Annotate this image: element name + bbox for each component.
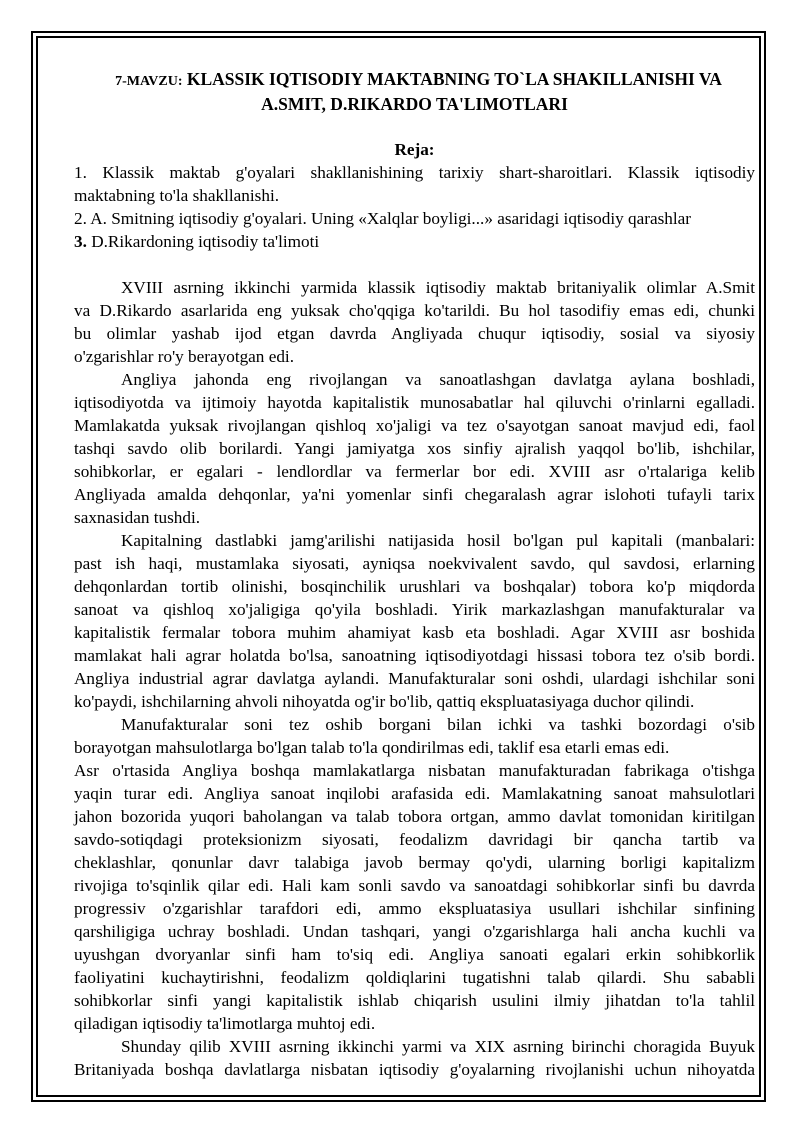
paragraph-line: yaqin turar edi. Angliya sanoat inqilobi arafasida edi. Mamlakatning sanoat mahsulotlari — [74, 784, 755, 803]
plan-item-1-line-2: maktabning to'la shakllanishi. — [74, 186, 280, 205]
paragraph — [74, 276, 755, 368]
paragraph-line: sohibkorlar sinfi yangi kapitalistik ishlab chiqarish usulini ilmiy jihatdan to'la tahlil — [74, 991, 755, 1010]
document-content — [74, 68, 755, 1081]
paragraph-line: Britaniyada boshqa davlatlarga nisbatan iqtisodiy g'oyalarning rivojlanishi uchun nihoyatda — [74, 1060, 755, 1079]
paragraph-line: Mamlakatda yuksak rivojlangan qishloq xo'jaligi va tez o'sayotgan sanoat mavjud edi, faol — [74, 416, 755, 435]
paragraph — [74, 368, 755, 529]
paragraph-line: sanoat va qishloq xo'jaligiga qo'yila boshladi. Yirik markazlashgan manufakturalar va — [74, 600, 755, 619]
paragraph-line: dehqonlardan tortib olinishi, bosqinchilik urushlari va boshqalar) tobora ko'p miqdorda — [74, 577, 755, 596]
paragraph-line: Asr o'rtasida Angliya boshqa mamlakatlarga nisbatan manufakturadan fabrikaga o'tishga — [74, 761, 755, 780]
paragraph-line: faoliyatini kuchaytirishni, feodalizm qoldiqlarini tugatishni talab qilardi. Shu sababli — [74, 968, 755, 987]
page-title — [74, 68, 755, 116]
plan-list — [74, 161, 755, 253]
paragraph-line: tashqi savdo olib borilardi. Yangi jamiyatga xos sinfiy ajralish yaqqol bo'lib, ishchilar, — [74, 439, 755, 458]
plan-item-3-text: D.Rikardoning iqtisodiy ta'limoti — [86, 232, 320, 251]
paragraph-line: past ish haqi, mustamlaka siyosati, ayniqsa noekvivalent savdo, qul savdosi, erlarning — [74, 554, 755, 573]
paragraph-line: rivojiga to'sqinlik qilar edi. Hali kam sonli savdo va sanoatdagi sohibkorlar sinfi bu davrda — [74, 876, 755, 895]
paragraph-line: Manufakturalar soni tez oshib borgani bilan ichki va tashki bozordagi o'sib — [121, 715, 755, 734]
plan-item-2: 2. A. Smitning iqtisodiy g'oyalari. Uning «Xalqlar boyligi...» asaridagi iqtisodiy qarashlar — [74, 209, 691, 228]
paragraph-line: borayotgan mahsulotlarga bo'lgan talab to'la qondirilmas edi, taklif esa etarli emas edi. — [74, 738, 670, 757]
paragraph-line: saxnasidan tushdi. — [74, 508, 201, 527]
plan-heading: Reja: — [394, 140, 435, 159]
paragraph — [74, 713, 755, 759]
paragraph-line: va D.Rikardo asarlarida eng yuksak cho'qqiga ko'tarildi. Bu hol tasodifiy emas edi, chunki — [74, 301, 755, 320]
paragraph — [74, 1035, 755, 1081]
paragraph-line: cheklashlar, qonunlar davr talabiga javob bermay qo'ydi, ularning borligi kapitalizm — [74, 853, 755, 872]
paragraph-line: Shunday qilib XVIII asrning ikkinchi yarmi va XIX asrning birinchi choragida Buyuk — [121, 1037, 755, 1056]
body-text — [74, 276, 755, 1081]
title-line-1: KLASSIK IQTISODIY MAKTABNING TO`LA SHAKILLANISHI VA — [186, 69, 722, 89]
plan-item-3 — [74, 230, 755, 253]
plan-item-3-number: 3. — [74, 232, 87, 251]
paragraph-line: bu olimlar yashab ijod etgan davrda Angliyada chuqur iqtisodiy, sosial va siyosiy — [74, 324, 755, 343]
paragraph-line: o'zgarishlar ro'y berayotgan edi. — [74, 347, 294, 366]
paragraph-line: Angliyada amalda dehqonlar, ya'ni yomenlar sinfi chegaralash agrar islohoti tufayli tarix — [74, 485, 755, 504]
paragraph-line: ko'paydi, ishchilarning ahvoli nihoyatda og'ir bo'lib, qattiq ekspluatasiyaga duchor qilindi. — [74, 692, 695, 711]
paragraph-line: Angliya industrial agrar davlatga aylandi. Manufakturalar soni oshdi, ulardagi ishchilar soni — [74, 669, 755, 688]
paragraph-line: jahon bozorida yuqori baholangan va talab tobora ortgan, ammo davlat tomonidan kiritilgan — [74, 807, 755, 826]
paragraph-line: qarshiligiga uchray boshladi. Undan tashqari, yangi o'zgarishlarga hali ancha kuchli va — [74, 922, 755, 941]
paragraph-line: uyushgan dvoryanlar sinfi ham to'siq edi. Angliya sanoati egalari erkin sohibkorlik — [74, 945, 755, 964]
paragraph — [74, 529, 755, 713]
title-prefix: 7-MAVZU: — [115, 74, 183, 89]
title-line-2: A.SMIT, D.RIKARDO TA'LIMOTLARI — [261, 94, 568, 114]
paragraph-line: qiladigan iqtisodiy ta'limotlarga muhtoj edi. — [74, 1014, 376, 1033]
paragraph-line: mamlakat hali agrar holatda bo'lsa, sanoatning iqtisodiyotdagi hissasi tobora tez o'sib bordi. — [74, 646, 755, 665]
paragraph-line: iqtisodiyotda va ijtimoiy hayotda kapitalistik munosabatlar hal qiluvchi o'rinlarni egalladi. — [74, 393, 755, 412]
plan-item-1-line-1: 1. Klassik maktab g'oyalari shakllanishining tarixiy shart-sharoitlari. Klassik iqtisodiy — [74, 163, 755, 182]
paragraph-line: sohibkorlar, er egalari - lendlordlar va fermerlar bor edi. XVIII asr o'rtalariga kelib — [74, 462, 755, 481]
paragraph-line: kapitalistik fermalar tobora muhim ahamiyat kasb eta boshladi. Agar XVIII asr boshida — [74, 623, 755, 642]
paragraph-line: savdo-sotiqdagi proteksionizm siyosati, feodalizm davridagi bir qancha tartib va — [74, 830, 755, 849]
paragraph — [74, 759, 755, 1035]
paragraph-line: Angliya jahonda eng rivojlangan va sanoatlashgan davlatga aylana boshladi, — [121, 370, 755, 389]
paragraph-line: XVIII asrning ikkinchi yarmida klassik iqtisodiy maktab britaniyalik olimlar A.Smit — [121, 278, 755, 297]
paragraph-line: progressiv o'zgarishlar tarafdori edi, ammo ekspluatasiya usullari ishchilar sinfining — [74, 899, 755, 918]
paragraph-line: Kapitalning dastlabki jamg'arilishi natijasida hosil bo'lgan pul kapitali (manbalari: — [121, 531, 755, 550]
